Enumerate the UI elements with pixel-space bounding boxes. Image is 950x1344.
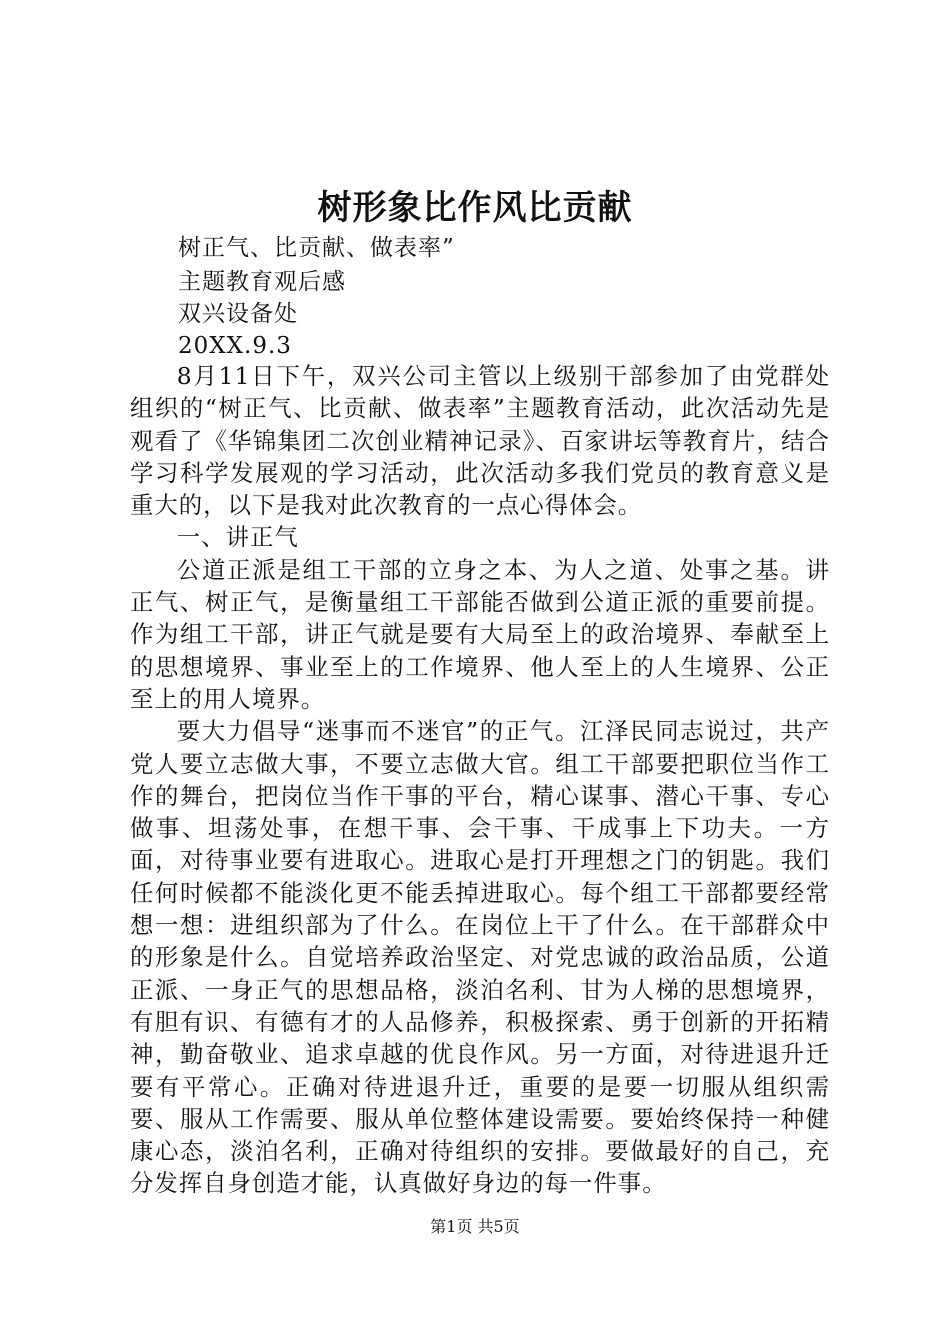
document-body bbox=[130, 360, 830, 1200]
author-line: 双兴设备处 bbox=[178, 301, 298, 327]
subtitle-line: 主题教育观后感 bbox=[178, 269, 346, 295]
page-footer: 第1页 共5页 bbox=[430, 1217, 520, 1236]
paragraph: 公道正派是组工干部的立身之本、为人之道、处事之基。讲正气、树正气，是衡量组工干部能否做到公道正派的重要前提。作为组工干部，讲正气就是要有大局至上的政治境界、奉献至上的思想境界、事业至上的工作境界、他人至上的人生境界、公正至上的用人境界。 bbox=[130, 555, 830, 713]
paragraph: 8月11日下午，双兴公司主管以上级别干部参加了由党群处组织的“树正气、比贡献、做表率”主题教育活动，此次活动先是观看了《华锦集团二次创业精神记录》、百家讲坛等教育片，结合学习科学发展观的学习活动，此次活动多我们党员的教育意义是重大的，以下是我对此次教育的一点心得体会。 bbox=[130, 362, 830, 520]
document-title: 树形象比作风比贡献 bbox=[317, 188, 633, 228]
subtitle-line: 树正气、比贡献、做表率” bbox=[178, 235, 455, 261]
date-line: 20XX.9.3 bbox=[178, 333, 292, 359]
section-heading: 一、讲正气 bbox=[176, 523, 299, 552]
paragraph: 要大力倡导“迷事而不迷官”的正气。江泽民同志说过，共产党人要立志做大事，不要立志做大官。组工干部要把职位当作工作的舞台，把岗位当作干事的平台，精心谋事、潜心干事、专心做事、坦荡处事，在想干事、会干事、干成事上下功夫。一方面，对待事业要有进取心。进取心是打开理想之门的钥匙。我们任何时候都不能淡化更不能丢掉进取心。每个组工干部都要经常想一想：进组织部为了什么。在岗位上干了什么。在干部群众中的形象是什么。自觉培养政治坚定、对党忠诚的政治品质，公道正派、一身正气的思想品格，淡泊名利、甘为人梯的思想境界，有胆有识、有德有才的人品修养，积极探索、勇于创新的开拓精神，勤奋敬业、追求卓越的优良作风。另一方面，对待进退升迁要有平常心。正确对待进退升迁，重要的是要一切服从组织需要、服从工作需要、服从单位整体建设需要。要始终保持一种健康心态，淡泊名利，正确对待组织的安排。要做最好的自己，充分发挥自身创造才能，认真做好身边的每一件事。 bbox=[130, 717, 830, 1198]
